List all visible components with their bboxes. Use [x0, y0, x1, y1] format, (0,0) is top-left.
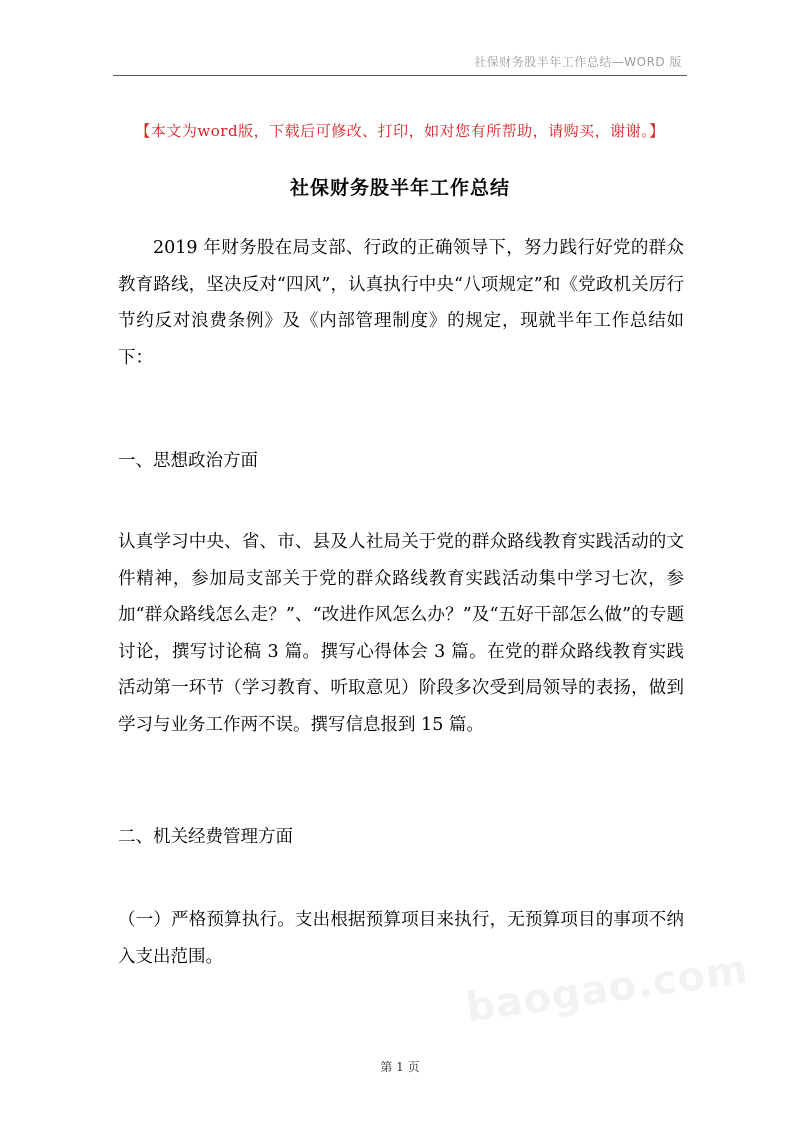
section-body-political: 认真学习中央、省、市、县及人社局关于党的群众路线教育实践活动的文件精神，参加局支部关于党的群众路线教育实践活动集中学习七次，参加“群众路线怎么走？”、“改进作风怎么办？”及“五好干部怎么做”的专题讨论，撰写讨论稿 3 篇。撰写心得体会 3 篇。在党的群众路线教育实践活动第一环节（学习教育、听取意见）阶段多次受到局领导的表扬，做到学习与业务工作两不误。撰写信息报到 15 篇。: [118, 532, 684, 735]
document-title: 社保财务股半年工作总结: [289, 177, 510, 199]
section-heading-political: 一、思想政治方面: [118, 451, 258, 471]
header-divider: [113, 75, 687, 76]
purchase-notice: 【本文为word版，下载后可修改、打印，如对您有所帮助，请购买，谢谢。】: [135, 122, 665, 140]
watermark: baogao.com: [463, 946, 752, 1032]
section-item-budget: （一）严格预算执行。支出根据预算项目来执行，无预算项目的事项不纳入支出范围。: [118, 910, 684, 967]
intro-paragraph: 2019 年财务股在局支部、行政的正确领导下，努力践行好党的群众教育路线，坚决反对“四风”，认真执行中央“八项规定”和《党政机关厉行节约反对浪费条例》及《内部管理制度》的规定，现就半年工作总结如下：: [118, 238, 684, 368]
section-heading-funds: 二、机关经费管理方面: [118, 827, 293, 847]
page-number: 第 1 页: [380, 1060, 420, 1074]
running-header: 社保财务股半年工作总结—WORD 版: [474, 55, 682, 69]
